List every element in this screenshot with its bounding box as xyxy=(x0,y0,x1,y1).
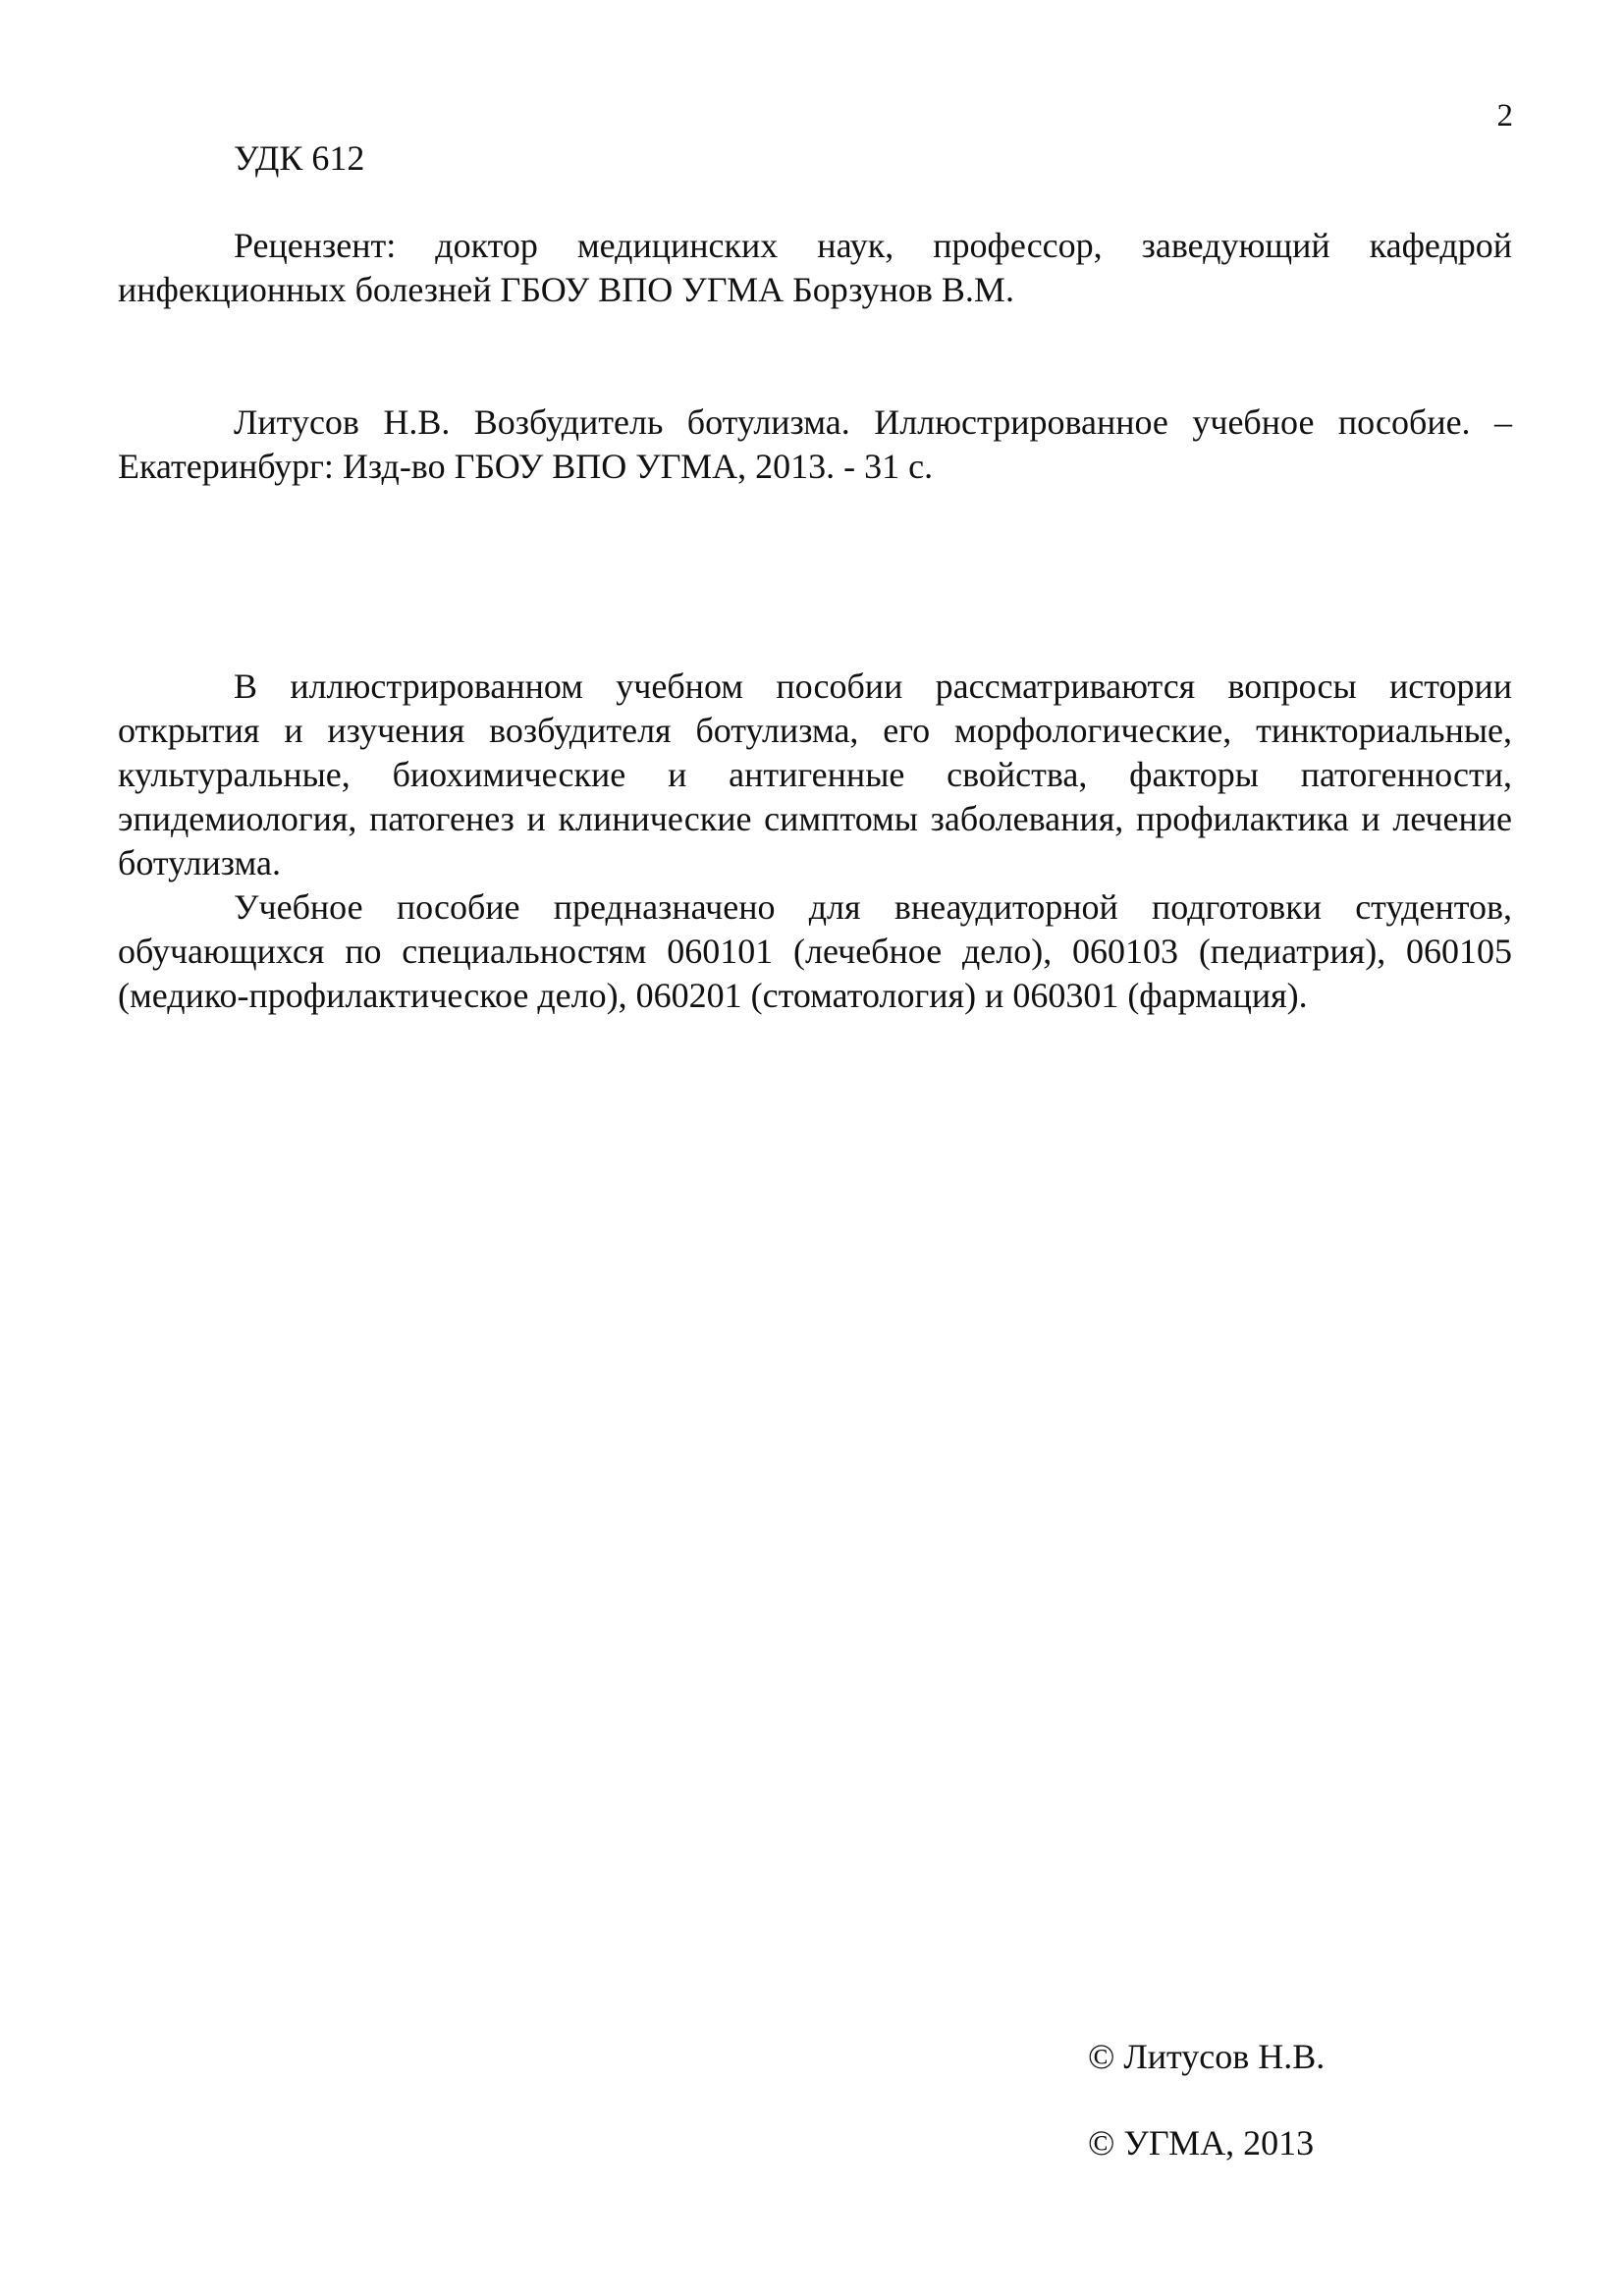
copyright-author: © Литусов Н.В. xyxy=(1088,2037,1326,2076)
page-number: 2 xyxy=(1496,98,1513,133)
abstract-section xyxy=(118,665,1512,1018)
abstract-paragraph-2: Учебное пособие предназначено для внеаудиторной подготовки студентов, обучающихся по специальностям 060101 (лечебное дело), 060103 (педиатрия), 060105 (медико-профилактическое дело), 060201 (стоматология) и 060301 (фармация). xyxy=(118,887,1512,1015)
udk-code: УДК 612 xyxy=(234,138,365,178)
citation-paragraph: Литусов Н.В. Возбудитель ботулизма. Иллюстрированное учебное пособие. – Екатеринбург: Изд-во ГБОУ ВПО УГМА, 2013. - 31 с. xyxy=(118,402,1512,486)
copyright-publisher: © УГМА, 2013 xyxy=(1088,2123,1315,2163)
reviewer-paragraph: Рецензент: доктор медицинских наук, профессор, заведующий кафедрой инфекционных болезней ГБОУ ВПО УГМА Борзунов В.М. xyxy=(118,226,1512,309)
abstract-paragraph-1: В иллюстрированном учебном пособии рассматриваются вопросы истории открытия и изучения возбудителя ботулизма, его морфологические, тинкториальные, культуральные, биохимические и антигенные свойства, факторы патогенности, эпидемиология, патогенез и клинические симптомы заболевания, профилактика и лечение ботулизма. xyxy=(118,667,1512,882)
